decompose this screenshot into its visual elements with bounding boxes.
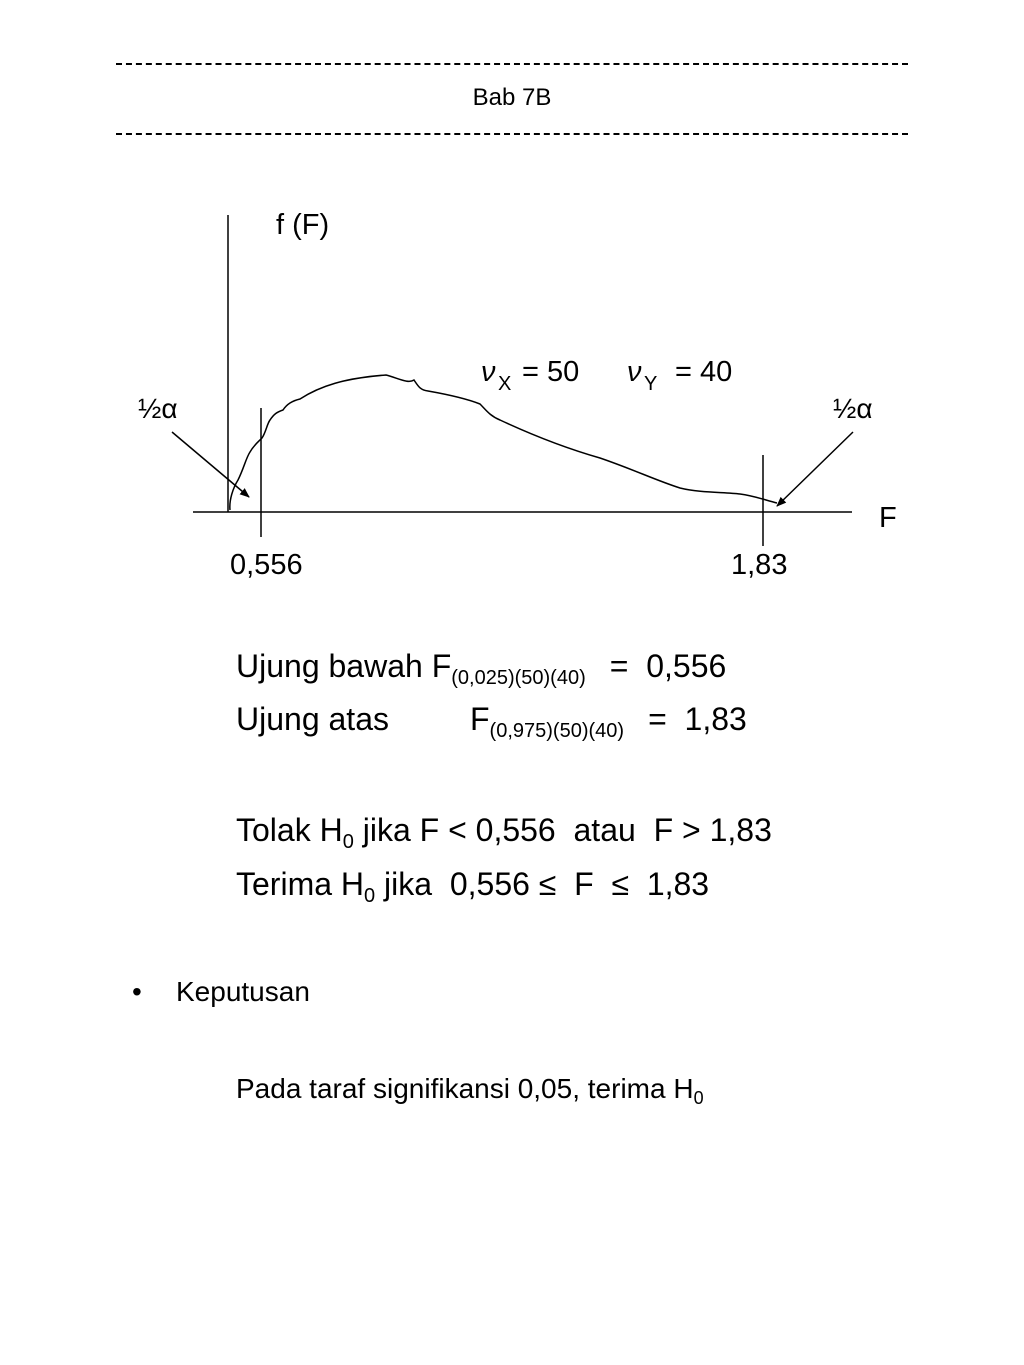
conclusion-text xyxy=(236,1073,704,1108)
df-y-symbol: ν xyxy=(627,356,642,388)
reject-rule-condition: jika F < 0,556 atau F > 1,83 xyxy=(353,812,772,848)
left-tail-arrow xyxy=(172,432,249,497)
reject-rule-prefix: Tolak H xyxy=(236,812,343,848)
f-distribution-graph xyxy=(0,0,1024,600)
reject-rule-line xyxy=(236,812,772,853)
right-tail-label: ½α xyxy=(833,393,873,424)
page-title: Bab 7B xyxy=(472,84,552,111)
accept-rule-condition: jika 0,556 ≤ F ≤ 1,83 xyxy=(375,866,710,902)
lower-bound-label: Ujung bawah F xyxy=(236,648,452,684)
lower-bound-line xyxy=(236,648,727,689)
right-tail-arrow xyxy=(777,432,853,506)
y-axis-label: f (F) xyxy=(276,209,330,241)
accept-rule-subscript: 0 xyxy=(364,885,376,907)
bullet-text: Keputusan xyxy=(176,976,310,1007)
left-tail-label: ½α xyxy=(138,393,178,424)
conclusion-subscript: 0 xyxy=(693,1088,704,1108)
lower-bound-subscript: (0,025)(50)(40) xyxy=(451,667,586,689)
df-x-value: = 50 xyxy=(522,356,580,388)
df-y-subscript: Y xyxy=(644,373,658,395)
accept-rule-line xyxy=(236,866,710,907)
accept-rule-prefix: Terima H xyxy=(236,866,365,902)
upper-bound-label: Ujung atas xyxy=(236,701,389,737)
upper-bound-subscript: (0,975)(50)(40) xyxy=(489,720,625,742)
lower-bound-value: = 0,556 xyxy=(609,648,727,684)
upper-bound-line xyxy=(236,701,747,742)
lower-critical-label: 0,556 xyxy=(230,549,303,581)
bullet-item xyxy=(132,976,310,1008)
df-x-symbol: ν xyxy=(481,356,496,388)
reject-rule-subscript: 0 xyxy=(342,831,354,853)
df-y-value: = 40 xyxy=(675,356,733,388)
density-curve xyxy=(230,375,777,510)
bullet-icon: • xyxy=(132,976,142,1007)
conclusion-prefix: Pada taraf signifikansi 0,05, terima H xyxy=(236,1073,694,1104)
df-x-subscript: X xyxy=(498,373,512,395)
upper-bound-f: F xyxy=(470,701,490,737)
upper-critical-label: 1,83 xyxy=(731,549,788,581)
upper-bound-value: = 1,83 xyxy=(648,701,747,737)
x-axis-label: F xyxy=(879,502,897,534)
